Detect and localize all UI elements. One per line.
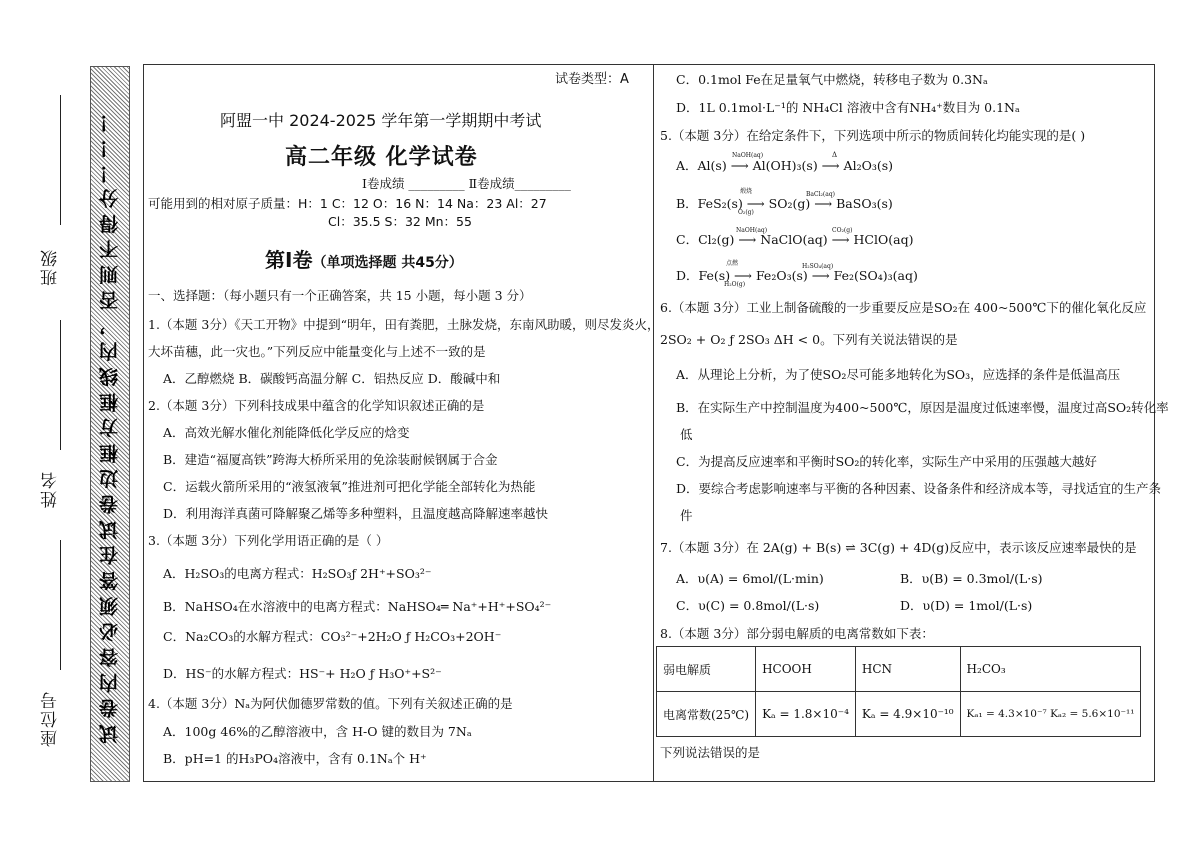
table-cell: HCOOH	[756, 647, 856, 692]
q4-option-a: A．100g 46%的乙醇溶液中，含 H-O 键的数目为 7Nₐ	[163, 724, 472, 739]
score-line: Ⅰ卷成绩 _________ Ⅱ卷成绩_________	[362, 176, 571, 191]
q2-option-b: B．建造“福厦高铁”跨海大桥所采用的免涂装耐候钢属于合金	[163, 452, 498, 467]
section-instructions: 一、选择题：（每小题只有一个正确答案，共 15 小题，每小题 3 分）	[148, 288, 532, 303]
q5d-label-2: H₂SO₄(aq)	[802, 263, 834, 270]
q5b-label-2: BaCl₂(aq)	[806, 191, 836, 198]
q7-option-c: C．υ(C) = 0.8mol/(L·s)	[676, 598, 820, 613]
q6-option-d: D．要综合考虑影响速率与平衡的各种因素、设备条件和经济成本等，寻找适宜的生产条	[676, 481, 1162, 496]
q2-stem: 2.（本题 3分）下列科技成果中蕴含的化学知识叙述正确的是	[148, 398, 485, 413]
section-title-main: 第Ⅰ卷	[265, 248, 313, 272]
seat-label: 座位号	[41, 690, 61, 747]
q2-option-a: A．高效光解水催化剂能降低化学反应的焓变	[163, 425, 410, 440]
q1-stem-line2: 大坏苗穗，此一灾也。”下列反应中能量变化与上述不一致的是	[148, 344, 486, 359]
q4-option-c: C．0.1mol Fe在足量氧气中燃烧，转移电子数为 0.3Nₐ	[676, 72, 988, 87]
q3-option-b: B．NaHSO₄在水溶液中的电离方程式：NaHSO₄═ Na⁺+H⁺+SO₄²⁻	[163, 599, 552, 614]
q7-option-d: D．υ(D) = 1mol/(L·s)	[900, 598, 1033, 613]
q1-options: A．乙醇燃烧 B．碳酸钙高温分解 C．铝热反应 D．酸碱中和	[163, 371, 501, 386]
q5-option-b: B．FeS₂(s) ⟶ SO₂(g) ⟶ BaSO₃(s)	[676, 196, 893, 211]
q3-option-c: C．Na₂CO₃的水解方程式：CO₃²⁻+2H₂O ƒ H₂CO₃+2OH⁻	[163, 629, 502, 644]
q6-option-b: B．在实际生产中控制温度为400~500℃，原因是温度过低速率慢，温度过高SO₂转化率	[676, 400, 1169, 415]
q8-stem: 8.（本题 3分）部分弱电解质的电离常数如下表：	[660, 626, 934, 641]
table-row	[657, 647, 1141, 692]
q4-stem: 4.（本题 3分）Nₐ为阿伏伽德罗常数的值。下列有关叙述正确的是	[148, 696, 513, 711]
name-label: 姓名	[41, 470, 61, 508]
q3-option-d: D．HS⁻的水解方程式：HS⁻+ H₂O ƒ H₃O⁺+S²⁻	[163, 666, 442, 681]
atomic-mass-line-2: Cl：35.5 S：32 Mn：55	[328, 214, 472, 229]
q5c-label-2: CO₂(g)	[832, 227, 853, 234]
q3-option-a: A．H₂SO₃的电离方程式：H₂SO₃ƒ 2H⁺+SO₃²⁻	[163, 566, 432, 581]
q5-stem: 5.（本题 3分）在给定条件下，下列选项中所示的物质间转化均能实现的是( )	[660, 128, 1086, 143]
q6-option-c: C．为提高反应速率和平衡时SO₂的转化率，实际生产中采用的压强越大越好	[676, 454, 1097, 469]
table-cell: Kₐ = 1.8×10⁻⁴	[756, 692, 856, 737]
class-label: 班级	[41, 248, 61, 286]
q5-option-d: D．Fe(s) ⟶ Fe₂O₃(s) ⟶ Fe₂(SO₄)₃(aq)	[676, 268, 918, 283]
subject-title: 高二年级 化学试卷	[285, 145, 478, 170]
binding-warning-text: 试卷内容必须答在试卷边框方框线内，否则不得分！！！	[98, 106, 121, 744]
paper-type: 试卷类型：A	[555, 72, 629, 87]
table-cell: HCN	[855, 647, 960, 692]
q5a-label-2: Δ	[832, 151, 838, 159]
binding-warning	[92, 75, 126, 775]
table-row	[657, 692, 1141, 737]
q5-option-c: C．Cl₂(g) ⟶ NaClO(aq) ⟶ HClO(aq)	[676, 232, 914, 247]
q8-followup: 下列说法错误的是	[660, 745, 761, 760]
q4-option-b: B．pH=1 的H₃PO₄溶液中，含有 0.1Nₐ个 H⁺	[163, 751, 427, 766]
table-cell: H₂CO₃	[960, 647, 1141, 692]
q6-stem-line2: 2SO₂ + O₂ ƒ 2SO₃ ΔH < 0。下列有关说法错误的是	[660, 332, 958, 347]
table-cell: Kₐ₁ = 4.3×10⁻⁷ Kₐ₂ = 5.6×10⁻¹¹	[960, 692, 1141, 737]
q5b-label-1b: O₂(g)	[738, 209, 754, 216]
class-underline	[60, 95, 61, 225]
q4-option-d: D．1L 0.1mol·L⁻¹的 NH₄Cl 溶液中含有NH₄⁺数目为 0.1Nₐ	[676, 100, 1020, 115]
q7-stem: 7.（本题 3分）在 2A(g) + B(s) ⇌ 3C(g) + 4D(g)反应中，表示该反应速率最快的是	[660, 540, 1137, 555]
ionization-constant-table	[656, 646, 1141, 737]
q5b-label-1: 煅烧	[740, 188, 753, 195]
q5c-label-1: NaOH(aq)	[736, 227, 768, 234]
q5-option-a: A．Al(s) ⟶ Al(OH)₃(s) ⟶ Al₂O₃(s)	[676, 158, 894, 173]
atomic-mass-line-1: 可能用到的相对原子质量：H：1 C：12 O：16 N：14 Na：23 Al：27	[148, 196, 547, 211]
table-cell: Kₐ = 4.9×10⁻¹⁰	[855, 692, 960, 737]
table-cell: 电离常数(25℃)	[657, 692, 756, 737]
q2-option-d: D．利用海洋真菌可降解聚乙烯等多种塑料，且温度越高降解速率越快	[163, 506, 549, 521]
table-cell: 弱电解质	[657, 647, 756, 692]
seat-underline	[60, 540, 61, 670]
q2-option-c: C．运载火箭所采用的“液氢液氧”推进剂可把化学能全部转化为热能	[163, 479, 536, 494]
q5d-label-1: 点燃	[726, 260, 739, 267]
name-underline	[60, 320, 61, 450]
q5d-label-1b: H₂O(g)	[724, 281, 746, 288]
q1-stem-line1: 1.（本题 3分）《天工开物》中提到“明年，田有粪肥，土脉发烧，东南风助暖，则尽发炎火，	[148, 317, 660, 332]
column-divider	[653, 64, 654, 782]
q7-option-a: A．υ(A) = 6mol/(L·min)	[676, 571, 824, 586]
q6-option-b-cont: 低	[680, 427, 693, 442]
school-title: 阿盟一中 2024-2025 学年第一学期期中考试	[220, 111, 542, 130]
q5a-label-1: NaOH(aq)	[732, 152, 764, 159]
section-subtitle: （单项选择题 共45分）	[312, 255, 463, 271]
q7-option-b: B．υ(B) = 0.3mol/(L·s)	[900, 571, 1043, 586]
q3-stem: 3.（本题 3分）下列化学用语正确的是（ ）	[148, 533, 389, 548]
q6-stem-line1: 6.（本题 3分）工业上制备硫酸的一步重要反应是SO₂在 400~500℃下的催化氧化反应	[660, 300, 1147, 315]
q6-option-d-cont: 件	[680, 508, 693, 523]
q6-option-a: A．从理论上分析，为了使SO₂尽可能多地转化为SO₃，应选择的条件是低温高压	[676, 367, 1121, 382]
section-title	[265, 248, 463, 275]
